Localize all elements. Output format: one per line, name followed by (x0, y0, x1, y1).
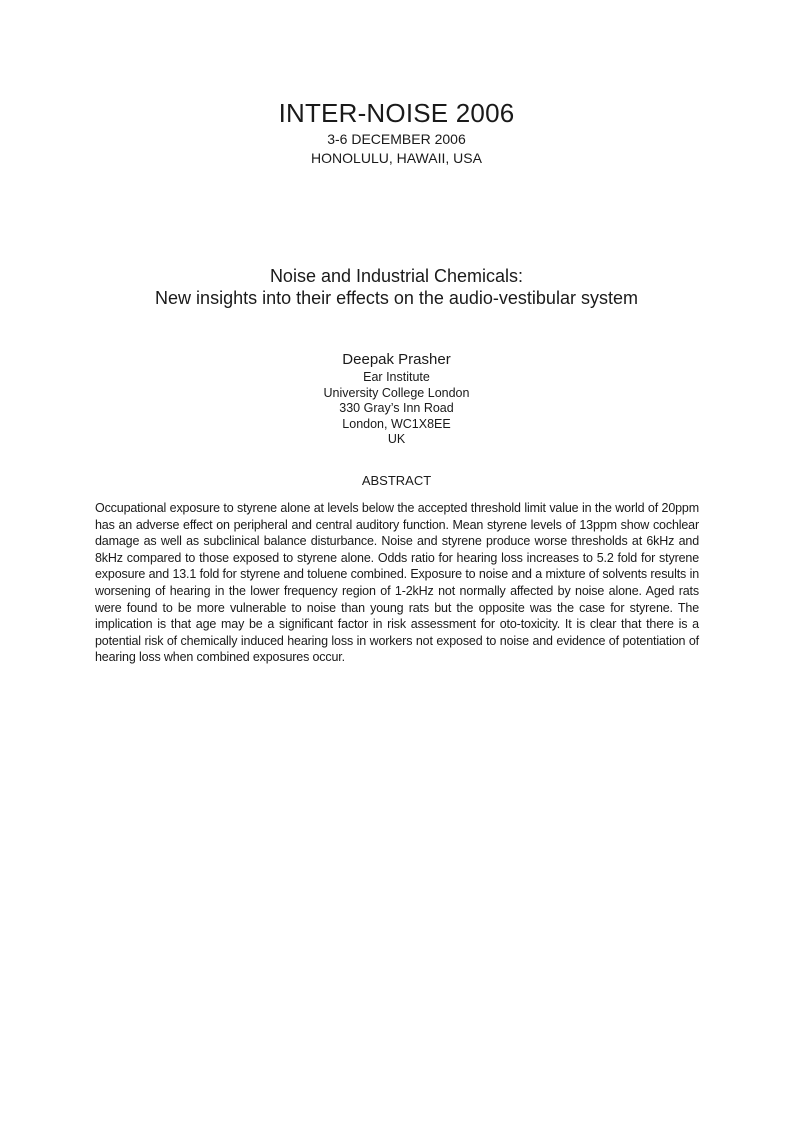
paper-title-line-2: New insights into their effects on the audio-vestibular system (155, 288, 638, 308)
abstract-heading: ABSTRACT (361, 473, 432, 488)
author-name: Deepak Prasher (342, 351, 451, 368)
affiliation-line: University College London (323, 385, 470, 400)
affiliation-line: 330 Gray’s Inn Road (339, 401, 454, 415)
affiliation-line: UK (387, 432, 406, 446)
conference-dates: 3-6 DECEMBER 2006 (327, 131, 466, 147)
conference-title: INTER-NOISE 2006 (278, 98, 515, 128)
abstract-body: Occupational exposure to styrene alone at levels below the accepted threshold limit value in the world of 20ppm has an adverse effect on peripheral and central auditory function. Mean styrene levels of 13ppm show cochlear damage as well as subclinical balance disturbance. Noise and styrene produce worse thresholds at 6kHz and 8kHz compared to those exposed to styrene alone. Odds ratio for hearing loss increases to 5.2 fold for styrene exposure and 13.1 fold for styrene and toluene combined. Exposure to noise and a mixture of solvents results in worsening of hearing in the lower frequency region of 1-2kHz not normally affected by noise alone. Aged rats were found to be more vulnerable to noise than young rats but the opposite was the case for styrene. The implication is that age may be a significant factor in risk assessment for oto-toxicity. It is clear that there is a potential risk of chemically induced hearing loss in workers not exposed to noise and evidence of potentiation of hearing loss when combined exposures occur. (95, 501, 699, 665)
paper-title-line-1: Noise and Industrial Chemicals: (269, 266, 524, 286)
affiliation-line: London, WC1X8EE (342, 416, 451, 431)
affiliation-line: Ear Institute (363, 370, 430, 384)
conference-location: HONOLULU, HAWAII, USA (311, 150, 482, 166)
